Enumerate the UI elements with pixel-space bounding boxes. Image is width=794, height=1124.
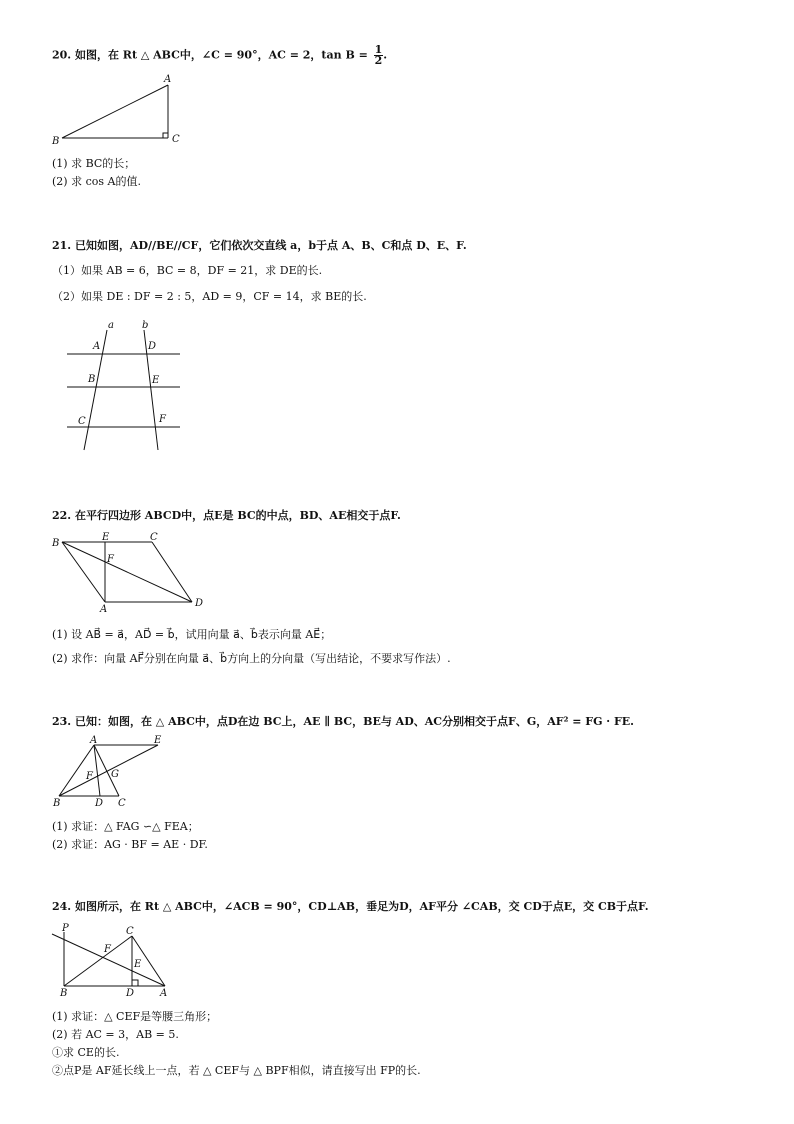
q20-label-A: A [164,74,172,85]
q20-part1: (1) 求 BC的长； [52,157,136,170]
q24-label-D: D [126,988,135,999]
q21-part1: （1）如果 AB = 6，BC = 8，DF = 21，求 DE的长. [52,264,323,277]
q23-part2: (2) 求证：AG · BF = AE · DF. [52,838,208,851]
q21-part2: （2）如果 DE : DF = 2 : 5，AD = 9，CF = 14，求 BE的长. [52,290,367,303]
q23-part1: (1) 求证：△ FAG ∽△ FEA； [52,820,199,833]
q23-label-C: C [118,798,126,809]
q22-figure [50,530,215,615]
q20-part2: (2) 求 cos A的值. [52,175,141,188]
q20-label-C: C [172,134,180,145]
q20-figure [50,70,190,150]
q23-label-D: D [95,798,104,809]
q21-label-F: F [159,414,166,425]
q24-header: 24. 如图所示，在 Rt △ ABC中，∠ACB = 90°，CD⊥AB，垂足为D，AF平分 ∠CAB，交 CD于点E，交 CB于点F. [52,900,649,913]
q23-header: 23. 已知：如图，在 △ ABC中，点D在边 BC上，AE ∥ BC，BE与 AD、AC分别相交于点F、G，AF² = FG · FE. [52,715,634,728]
q24-label-P: P [62,923,69,934]
q24-part2: (2) 若 AC = 3，AB = 5. [52,1028,179,1041]
q22-part1: (1) 设 AB⃗ = a⃗，AD⃗ = b⃗，试用向量 a⃗、b⃗表示向量 AE⃗； [52,628,332,641]
q21-label-B: B [88,374,96,385]
q21-label-D: D [148,341,157,352]
q24-label-B: B [60,988,68,999]
q23-label-E: E [154,735,162,746]
q24-part4: ②点P是 AF延长线上一点，若 △ CEF与 △ BPF相似，请直接写出 FP的长. [52,1064,421,1077]
q23-label-A: A [90,735,98,746]
q20-header: 20. 如图，在 Rt △ ABC中，∠C = 90°，AC = 2，tan B = $\frac{1}{2}$ . [52,43,388,67]
q24-figure [48,922,178,1002]
q24-label-A: A [160,988,168,999]
q23-figure [50,735,180,810]
q22-label-A: A [100,604,108,615]
q22-label-F: F [107,554,114,565]
q21-label-a: a [108,320,114,331]
q21-label-E: E [152,375,160,386]
q22-header: 22. 在平行四边形 ABCD中，点E是 BC的中点，BD、AE相交于点F. [52,509,401,522]
q24-label-F: F [104,944,111,955]
q21-label-A: A [93,341,101,352]
q20-label-B: B [52,136,60,147]
q22-label-E: E [102,532,110,543]
q21-label-C: C [78,416,86,427]
q21-figure [60,318,190,458]
q22-label-D: D [195,598,204,609]
q23-label-B: B [53,798,61,809]
q24-part3: ①求 CE的长. [52,1046,120,1059]
q20-fraction: $\frac{1}{2}$ [374,43,383,67]
q21-header: 21. 已知如图，AD//BE//CF，它们依次交直线 a，b于点 A、B、C和点 D、E、F. [52,239,467,252]
q21-label-b: b [142,320,149,331]
q23-label-F: F [86,771,93,782]
q24-label-C: C [126,926,134,937]
q23-label-G: G [111,769,119,780]
q24-label-E: E [134,959,142,970]
q22-part2: (2) 求作：向量 AF⃗分别在向量 a⃗、b⃗方向上的分向量（写出结论，不要求写作法）. [52,652,451,665]
q22-label-B: B [52,538,60,549]
q22-label-C: C [150,532,158,543]
q24-part1: (1) 求证：△ CEF是等腰三角形； [52,1010,218,1023]
